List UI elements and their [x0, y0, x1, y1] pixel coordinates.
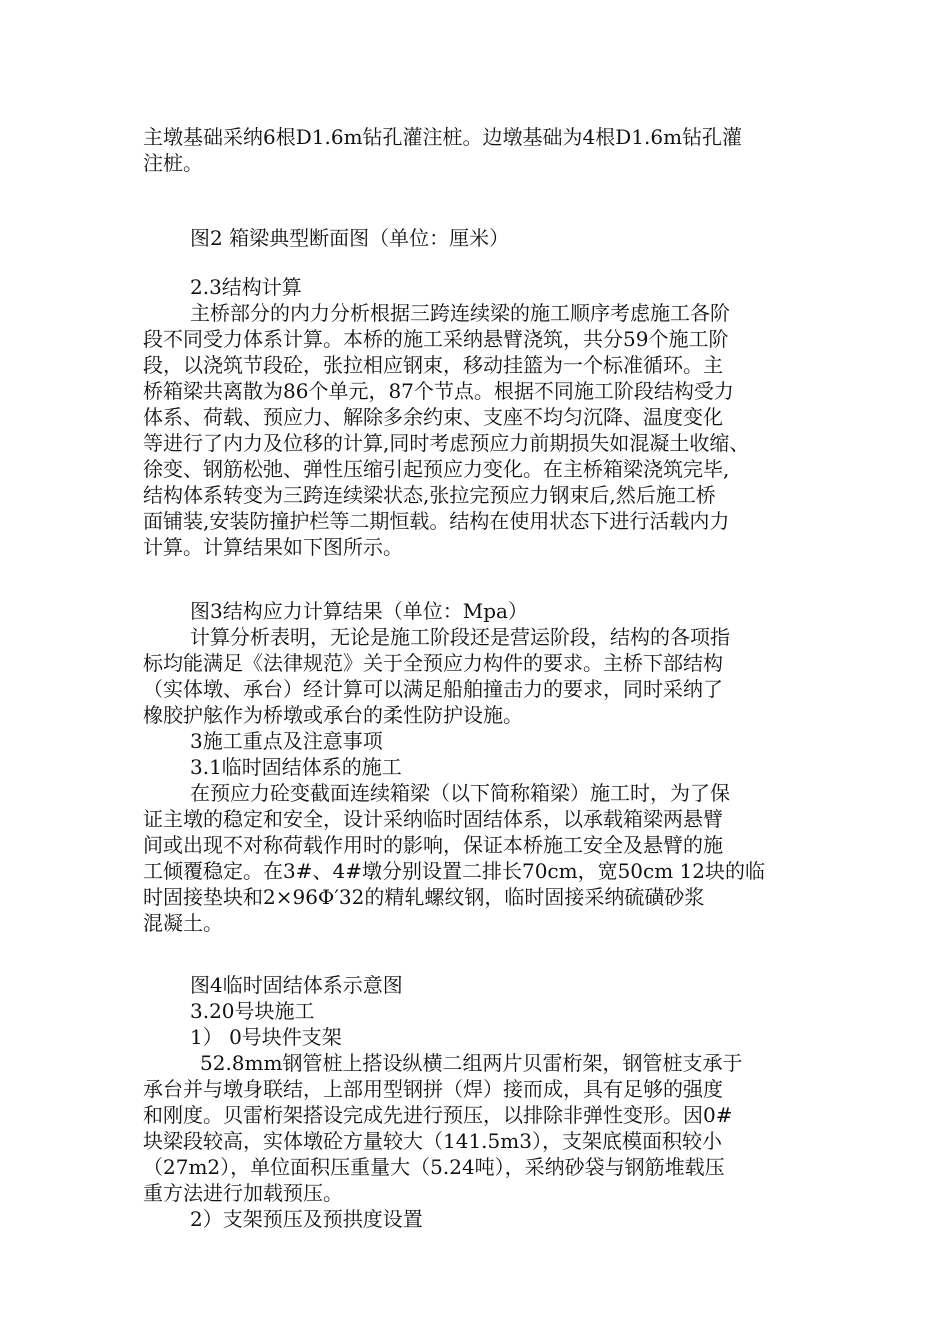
paragraph-line: 间或出现不对称荷载作用时的影响，保证本桥施工安全及悬臂的施: [143, 833, 723, 857]
section-3-2-heading: 3.20号块施工: [190, 999, 315, 1023]
paragraph-line: 在预应力砼变截面连续箱梁（以下简称箱梁）施工时，为了保: [190, 781, 730, 805]
paragraph-line: 橡胶护舷作为桥墩或承台的柔性防护设施。: [143, 703, 523, 727]
paragraph-line: 徐变、钢筋松弛、弹性压缩引起预应力变化。在主桥箱梁浇筑完毕,: [143, 457, 730, 481]
paragraph-line: （实体墩、承台）经计算可以满足船舶撞击力的要求，同时采纳了: [143, 677, 723, 701]
section-3-heading: 3施工重点及注意事项: [190, 729, 383, 753]
item-1-heading: 1） 0号块件支架: [190, 1025, 342, 1049]
paragraph-line: 混凝土。: [143, 911, 223, 935]
paragraph-line: 和刚度。贝雷桁架搭设完成先进行预压，以排除非弹性变形。因0#: [143, 1103, 733, 1127]
paragraph-line: 面铺装,安装防撞护栏等二期恒载。结构在使用状态下进行活载内力: [143, 509, 730, 533]
item-2-heading: 2）支架预压及预拱度设置: [190, 1207, 423, 1231]
paragraph-line: 块梁段较高，实体墩砼方量较大（141.5m3），支架底模面积较小: [143, 1129, 722, 1153]
paragraph-line: 等进行了内力及位移的计算,同时考虑预应力前期损失如混凝土收缩、: [143, 431, 750, 455]
paragraph-line: 计算分析表明，无论是施工阶段还是营运阶段，结构的各项指: [190, 625, 730, 649]
paragraph-line: 段不同受力体系计算。本桥的施工采纳悬臂浇筑，共分59个施工阶: [143, 327, 729, 351]
section-2-3-heading: 2.3结构计算: [190, 275, 302, 299]
figure-2-caption: 图2 箱梁典型断面图（单位：厘米）: [190, 226, 510, 250]
intro-line: 主墩基础采纳6根D1.6m钻孔灌注桩。边墩基础为4根D1.6m钻孔灌: [143, 125, 743, 149]
section-3-1-heading: 3.1临时固结体系的施工: [190, 755, 402, 779]
paragraph-line: 结构体系转变为三跨连续梁状态,张拉完预应力钢束后,然后施工桥: [143, 483, 716, 507]
paragraph-line: 主桥部分的内力分析根据三跨连续梁的施工顺序考虑施工各阶: [190, 301, 730, 325]
paragraph-line: 证主墩的稳定和安全，设计采纳临时固结体系，以承载箱梁两悬臂: [143, 807, 723, 831]
paragraph-line: 时固接垫块和2×96Φ′32的精轧螺纹钢，临时固接采纳硫磺砂浆: [143, 885, 705, 909]
paragraph-line: 计算。计算结果如下图所示。: [143, 535, 403, 559]
paragraph-line: 段，以浇筑节段砼，张拉相应钢束，移动挂篮为一个标准循环。主: [143, 353, 723, 377]
intro-line: 注桩。: [143, 151, 203, 175]
paragraph-line: 工倾覆稳定。在3#、4#墩分别设置二排长70cm，宽50cm 12块的临: [143, 859, 766, 883]
paragraph-line: （27m2），单位面积压重量大（5.24吨），采纳砂袋与钢筋堆载压: [143, 1155, 725, 1179]
paragraph-line: 重方法进行加载预压。: [143, 1181, 343, 1205]
paragraph-line: 52.8mm钢管桩上搭设纵横二组两片贝雷桁架，钢管桩支承于: [200, 1051, 743, 1075]
paragraph-line: 桥箱梁共离散为86个单元，87个节点。根据不同施工阶段结构受力: [143, 379, 734, 403]
paragraph-line: 承台并与墩身联结，上部用型钢拼（焊）接而成，具有足够的强度: [143, 1077, 723, 1101]
paragraph-line: 体系、荷载、预应力、解除多余约束、支座不均匀沉降、温度变化: [143, 405, 723, 429]
figure-4-caption: 图4临时固结体系示意图: [190, 973, 403, 997]
paragraph-line: 标均能满足《法律规范》关于全预应力构件的要求。主桥下部结构: [143, 651, 723, 675]
figure-3-caption: 图3结构应力计算结果（单位：Mpa）: [190, 599, 528, 623]
